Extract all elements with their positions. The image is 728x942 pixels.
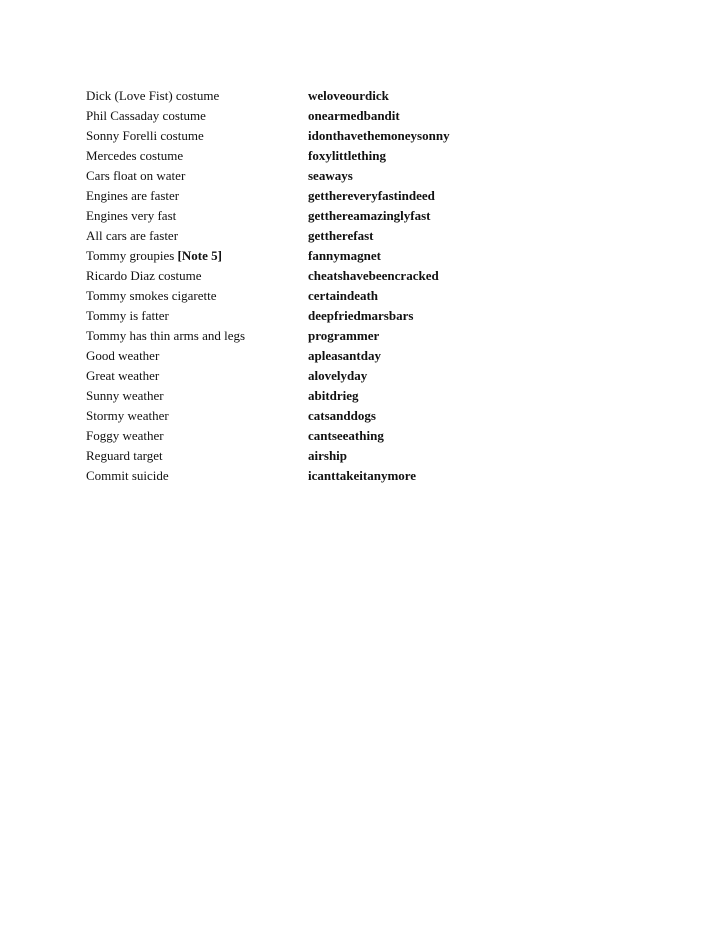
cheat-code: weloveourdick [308, 88, 389, 103]
cheat-row [86, 146, 506, 166]
cheat-effect: Good weather [86, 348, 160, 363]
cheat-row [86, 166, 506, 186]
cheat-code: seaways [308, 168, 353, 183]
cheat-row [86, 226, 506, 246]
cheat-code: foxylittlething [308, 148, 386, 163]
cheat-code: airship [308, 448, 348, 463]
cheat-effect: Commit suicide [86, 468, 169, 483]
cheat-code: getthereamazinglyfast [308, 208, 431, 223]
cheat-effect: Great weather [86, 368, 160, 383]
cheat-row [86, 86, 506, 106]
cheat-row [86, 186, 506, 206]
cheat-code: certaindeath [308, 288, 379, 303]
cheat-effect: All cars are faster [86, 228, 179, 243]
cheat-code-table [86, 86, 506, 486]
cheat-row [86, 206, 506, 226]
cheat-effect: Tommy has thin arms and legs [86, 328, 246, 343]
cheat-row [86, 126, 506, 146]
cheat-row [86, 326, 506, 346]
cheat-effect: Tommy is fatter [86, 308, 169, 323]
cheat-row [86, 386, 506, 406]
cheat-code: alovelyday [308, 368, 368, 383]
cheat-effect: Ricardo Diaz costume [86, 268, 202, 283]
cheat-code: icanttakeitanymore [308, 468, 417, 483]
cheat-code: programmer [308, 328, 380, 343]
cheat-effect: Engines are faster [86, 188, 180, 203]
cheat-effect: Mercedes costume [86, 148, 184, 163]
cheat-code: gettherefast [308, 228, 374, 243]
cheat-code: apleasantday [308, 348, 381, 363]
cheat-code: cantseeathing [308, 428, 384, 443]
cheat-effect: Engines very fast [86, 208, 177, 223]
cheat-effect: Tommy smokes cigarette [86, 288, 217, 303]
cheat-effect: Reguard target [86, 448, 163, 463]
cheat-effect: Foggy weather [86, 428, 164, 443]
note-reference: [Note 5] [177, 248, 222, 263]
cheat-code: getthereveryfastindeed [308, 188, 435, 203]
cheat-effect: Cars float on water [86, 168, 186, 183]
cheat-effect-with-note [86, 246, 308, 266]
cheat-code: catsanddogs [308, 408, 376, 423]
cheat-row [86, 266, 506, 286]
cheat-row [86, 446, 506, 466]
cheat-code: deepfriedmarsbars [308, 308, 414, 323]
cheat-code: onearmedbandit [308, 108, 400, 123]
cheat-code: cheatshavebeencracked [308, 268, 439, 283]
cheat-row [86, 306, 506, 326]
cheat-row [86, 246, 506, 266]
cheat-effect-text: Tommy groupies [86, 248, 178, 263]
cheat-row [86, 406, 506, 426]
cheat-row [86, 466, 506, 486]
cheat-row [86, 286, 506, 306]
cheat-code: fannymagnet [308, 248, 381, 263]
cheat-effect: Sunny weather [86, 388, 164, 403]
cheat-code: abitdrieg [308, 388, 359, 403]
cheat-effect: Sonny Forelli costume [86, 128, 204, 143]
cheat-effect: Stormy weather [86, 408, 169, 423]
cheat-effect: Dick (Love Fist) costume [86, 88, 220, 103]
cheat-row [86, 426, 506, 446]
cheat-code: idonthavethemoneysonny [308, 128, 450, 143]
cheat-row [86, 366, 506, 386]
cheat-row [86, 106, 506, 126]
cheat-effect: Phil Cassaday costume [86, 108, 206, 123]
cheat-row [86, 346, 506, 366]
